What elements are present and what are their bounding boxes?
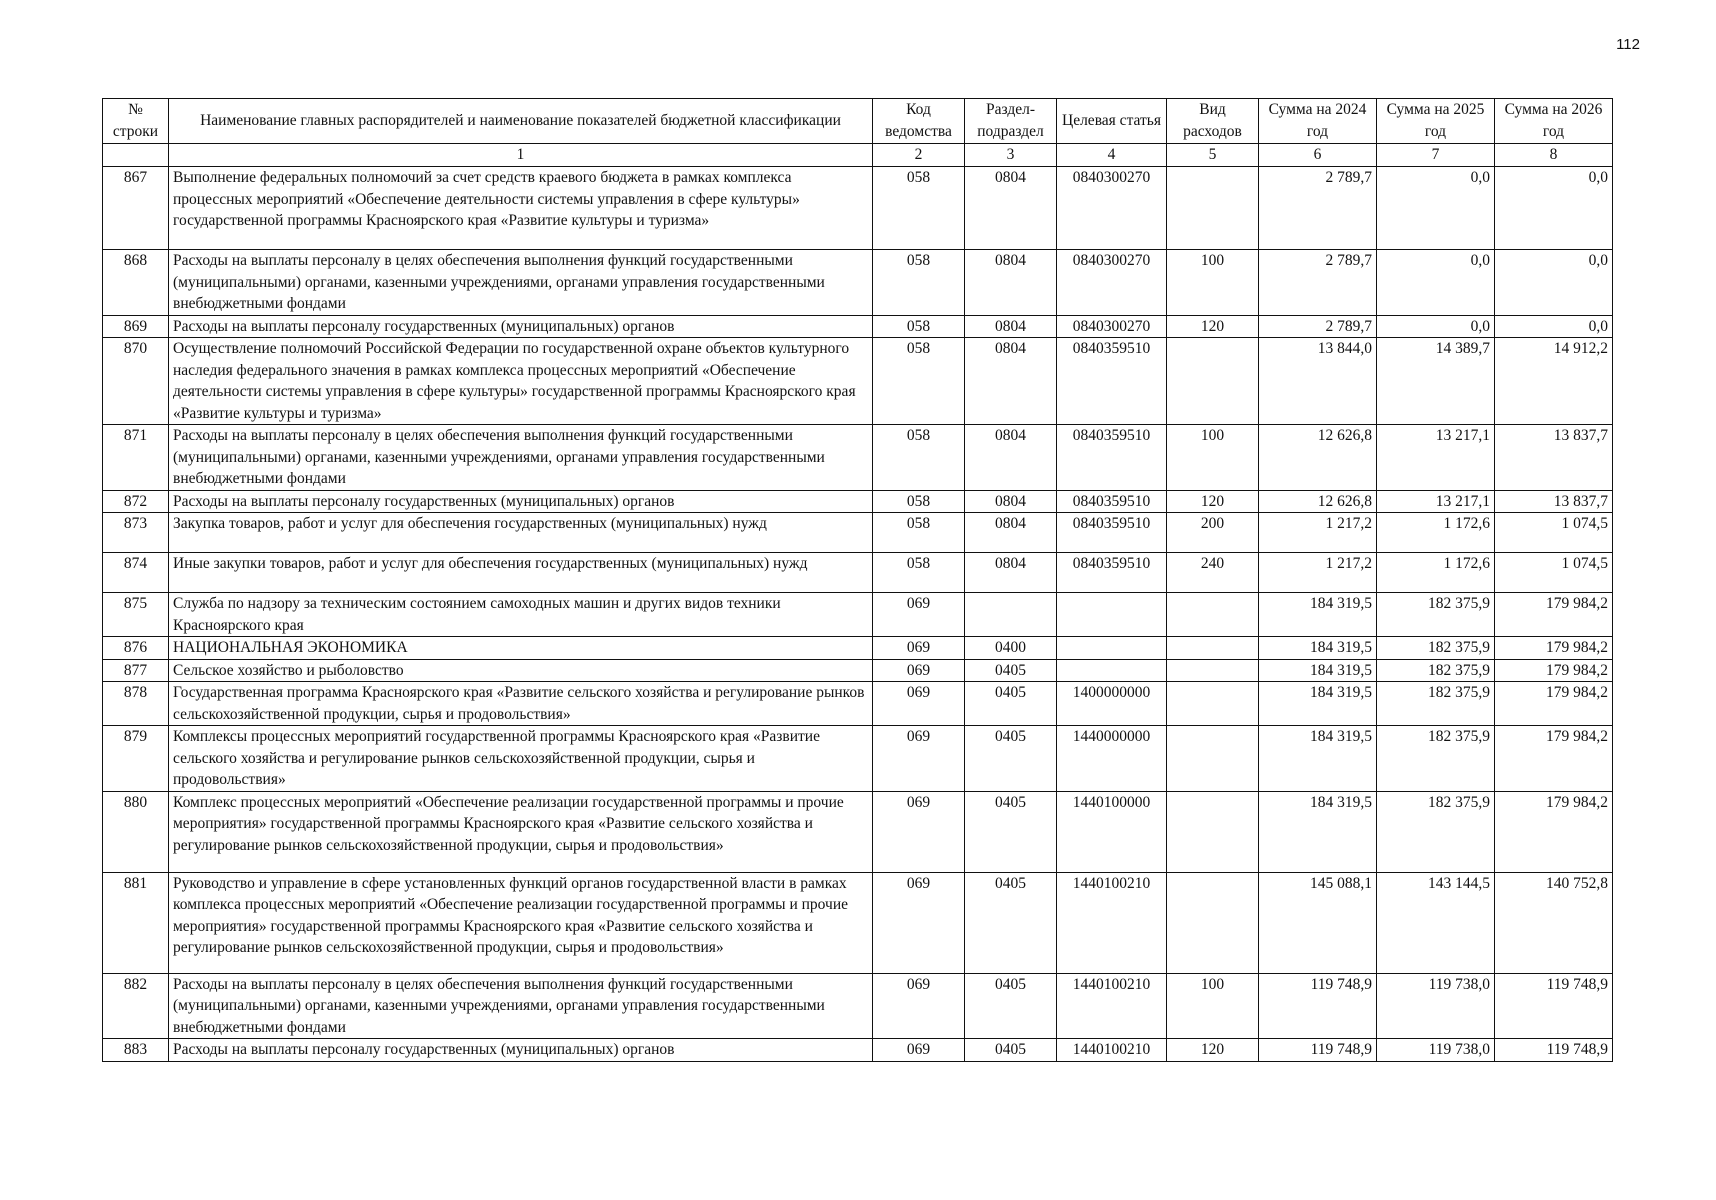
sum-2025-cell: 182 375,9 [1377,659,1495,682]
expense-type-cell [1167,872,1259,973]
table-row [103,338,1613,425]
row-number-cell: 867 [103,167,169,250]
table-row [103,659,1613,682]
name-cell: Расходы на выплаты персоналу государственных (муниципальных) органов [169,490,873,513]
target-article-cell [1057,659,1167,682]
row-number-cell: 869 [103,315,169,338]
name-cell: Государственная программа Красноярского края «Развитие сельского хозяйства и регулирование рынков сельскохозяйственной продукции, сырья и продовольствия» [169,682,873,726]
name-cell: Сельское хозяйство и рыболовство [169,659,873,682]
sum-2024-cell: 2 789,7 [1259,315,1377,338]
expense-type-cell: 100 [1167,425,1259,491]
name-cell: Комплекс процессных мероприятий «Обеспечение реализации государственной программы и прочие мероприятия» государственной программы Красноярского края «Развитие сельского хозяйства и регулирование рынков сельскохозяйственной продукции, сырья и продовольствия» [169,791,873,872]
column-index: 7 [1377,144,1495,167]
table-row [103,425,1613,491]
sum-2026-cell: 1 074,5 [1495,513,1613,553]
column-index: 6 [1259,144,1377,167]
department-code-cell: 058 [873,250,965,316]
row-number-cell: 872 [103,490,169,513]
section-cell: 0804 [965,315,1057,338]
column-index: 1 [169,144,873,167]
sum-2026-cell: 0,0 [1495,250,1613,316]
target-article-cell: 0840359510 [1057,425,1167,491]
sum-2025-cell: 182 375,9 [1377,682,1495,726]
name-cell: НАЦИОНАЛЬНАЯ ЭКОНОМИКА [169,637,873,660]
sum-2026-cell: 1 074,5 [1495,553,1613,593]
sum-2026-cell: 179 984,2 [1495,659,1613,682]
table-row [103,973,1613,1039]
department-code-cell: 069 [873,659,965,682]
sum-2026-cell: 179 984,2 [1495,791,1613,872]
section-cell: 0405 [965,973,1057,1039]
sum-2025-cell: 119 738,0 [1377,1039,1495,1062]
sum-2025-cell: 13 217,1 [1377,425,1495,491]
sum-2026-cell: 13 837,7 [1495,490,1613,513]
sum-2024-cell: 184 319,5 [1259,791,1377,872]
sum-2025-cell: 0,0 [1377,250,1495,316]
department-code-cell: 058 [873,315,965,338]
sum-2024-cell: 12 626,8 [1259,490,1377,513]
target-article-cell: 0840359510 [1057,513,1167,553]
table-row [103,513,1613,553]
expense-type-cell: 120 [1167,1039,1259,1062]
row-number-cell: 881 [103,872,169,973]
sum-2025-cell: 1 172,6 [1377,553,1495,593]
department-code-cell: 069 [873,593,965,637]
target-article-cell: 1440100210 [1057,973,1167,1039]
department-code-cell: 069 [873,682,965,726]
table-body [103,167,1613,1062]
header-sum-2025: Сумма на 2025 год [1377,99,1495,144]
name-cell: Осуществление полномочий Российской Федерации по государственной охране объектов культурного наследия федерального значения в рамках комплекса процессных мероприятий «Обеспечение деятельности системы управления в сфере культуры» государственной программы Красноярского края «Развитие культуры и туризма» [169,338,873,425]
sum-2025-cell: 13 217,1 [1377,490,1495,513]
name-cell: Расходы на выплаты персоналу в целях обеспечения выполнения функций государственными (муниципальными) органами, казенными учреждениями, органами управления государственными внебюджетными фондами [169,973,873,1039]
column-index [103,144,169,167]
sum-2026-cell: 119 748,9 [1495,1039,1613,1062]
sum-2026-cell: 0,0 [1495,167,1613,250]
section-cell [965,593,1057,637]
name-cell: Руководство и управление в сфере установленных функций органов государственной власти в рамках комплекса процессных мероприятий «Обеспечение реализации государственной программы и прочие мероприятия» государственной программы Красноярского края «Развитие сельского хозяйства и регулирование рынков сельскохозяйственной продукции, сырья и продовольствия» [169,872,873,973]
target-article-cell: 0840359510 [1057,553,1167,593]
expense-type-cell: 120 [1167,490,1259,513]
sum-2026-cell: 0,0 [1495,315,1613,338]
header-row-number: № строки [103,99,169,144]
row-number-cell: 871 [103,425,169,491]
target-article-cell: 0840300270 [1057,167,1167,250]
header-section: Раздел-подраздел [965,99,1057,144]
sum-2024-cell: 145 088,1 [1259,872,1377,973]
expense-type-cell [1167,167,1259,250]
table-row [103,490,1613,513]
sum-2025-cell: 182 375,9 [1377,791,1495,872]
sum-2025-cell: 0,0 [1377,167,1495,250]
sum-2026-cell: 179 984,2 [1495,637,1613,660]
department-code-cell: 069 [873,726,965,792]
row-number-cell: 878 [103,682,169,726]
row-number-cell: 879 [103,726,169,792]
target-article-cell: 0840300270 [1057,250,1167,316]
department-code-cell: 069 [873,791,965,872]
department-code-cell: 058 [873,513,965,553]
table-row [103,1039,1613,1062]
sum-2025-cell: 182 375,9 [1377,726,1495,792]
table-row [103,250,1613,316]
department-code-cell: 058 [873,338,965,425]
header-expense-type: Вид расходов [1167,99,1259,144]
department-code-cell: 058 [873,553,965,593]
table-row [103,682,1613,726]
sum-2026-cell: 179 984,2 [1495,726,1613,792]
department-code-cell: 058 [873,167,965,250]
target-article-cell: 0840300270 [1057,315,1167,338]
name-cell: Комплексы процессных мероприятий государственной программы Красноярского края «Развитие сельского хозяйства и регулирование рынков сельскохозяйственной продукции, сырья и продовольствия» [169,726,873,792]
sum-2024-cell: 119 748,9 [1259,1039,1377,1062]
table-header [103,99,1613,167]
name-cell: Расходы на выплаты персоналу государственных (муниципальных) органов [169,1039,873,1062]
department-code-cell: 069 [873,1039,965,1062]
section-cell: 0400 [965,637,1057,660]
row-number-cell: 877 [103,659,169,682]
expense-type-cell [1167,637,1259,660]
department-code-cell: 069 [873,637,965,660]
target-article-cell [1057,637,1167,660]
row-number-cell: 875 [103,593,169,637]
sum-2024-cell: 13 844,0 [1259,338,1377,425]
sum-2024-cell: 184 319,5 [1259,637,1377,660]
sum-2025-cell: 14 389,7 [1377,338,1495,425]
column-index: 5 [1167,144,1259,167]
expense-type-cell [1167,593,1259,637]
sum-2024-cell: 2 789,7 [1259,167,1377,250]
department-code-cell: 058 [873,425,965,491]
expense-type-cell [1167,659,1259,682]
table-row [103,726,1613,792]
sum-2026-cell: 14 912,2 [1495,338,1613,425]
table-row [103,553,1613,593]
header-target-article: Целевая статья [1057,99,1167,144]
header-sum-2026: Сумма на 2026 год [1495,99,1613,144]
expense-type-cell: 100 [1167,973,1259,1039]
department-code-cell: 069 [873,872,965,973]
sum-2025-cell: 182 375,9 [1377,637,1495,660]
header-department-code: Код ведомства [873,99,965,144]
row-number-cell: 882 [103,973,169,1039]
expense-type-cell: 120 [1167,315,1259,338]
sum-2025-cell: 1 172,6 [1377,513,1495,553]
table-row [103,167,1613,250]
expense-type-cell [1167,726,1259,792]
table-row [103,791,1613,872]
header-name: Наименование главных распорядителей и наименование показателей бюджетной классификации [169,99,873,144]
name-cell: Закупка товаров, работ и услуг для обеспечения государственных (муниципальных) нужд [169,513,873,553]
sum-2026-cell: 140 752,8 [1495,872,1613,973]
column-index: 2 [873,144,965,167]
row-number-cell: 883 [103,1039,169,1062]
target-article-cell: 1440000000 [1057,726,1167,792]
name-cell: Расходы на выплаты персоналу в целях обеспечения выполнения функций государственными (муниципальными) органами, казенными учреждениями, органами управления государственными внебюджетными фондами [169,425,873,491]
column-index: 8 [1495,144,1613,167]
section-cell: 0405 [965,659,1057,682]
header-row [103,99,1613,144]
sum-2024-cell: 1 217,2 [1259,553,1377,593]
sum-2024-cell: 184 319,5 [1259,682,1377,726]
section-cell: 0804 [965,490,1057,513]
row-number-cell: 874 [103,553,169,593]
expense-type-cell: 240 [1167,553,1259,593]
sum-2024-cell: 2 789,7 [1259,250,1377,316]
page-number: 112 [1616,36,1640,53]
sum-2024-cell: 184 319,5 [1259,726,1377,792]
table-row [103,315,1613,338]
sum-2024-cell: 119 748,9 [1259,973,1377,1039]
sum-2024-cell: 184 319,5 [1259,659,1377,682]
section-cell: 0405 [965,872,1057,973]
name-cell: Расходы на выплаты персоналу государственных (муниципальных) органов [169,315,873,338]
section-cell: 0405 [965,1039,1057,1062]
section-cell: 0804 [965,425,1057,491]
sum-2025-cell: 182 375,9 [1377,593,1495,637]
sum-2024-cell: 1 217,2 [1259,513,1377,553]
target-article-cell: 0840359510 [1057,338,1167,425]
target-article-cell: 0840359510 [1057,490,1167,513]
name-cell: Расходы на выплаты персоналу в целях обеспечения выполнения функций государственными (муниципальными) органами, казенными учреждениями, органами управления государственными внебюджетными фондами [169,250,873,316]
department-code-cell: 069 [873,973,965,1039]
name-cell: Служба по надзору за техническим состоянием самоходных машин и других видов техники Красноярского края [169,593,873,637]
row-number-cell: 873 [103,513,169,553]
row-number-cell: 870 [103,338,169,425]
sum-2024-cell: 12 626,8 [1259,425,1377,491]
sum-2025-cell: 119 738,0 [1377,973,1495,1039]
target-article-cell [1057,593,1167,637]
section-cell: 0804 [965,167,1057,250]
table-row [103,593,1613,637]
section-cell: 0804 [965,553,1057,593]
sum-2025-cell: 0,0 [1377,315,1495,338]
target-article-cell: 1400000000 [1057,682,1167,726]
expense-type-cell [1167,791,1259,872]
sum-2026-cell: 13 837,7 [1495,425,1613,491]
sum-2026-cell: 119 748,9 [1495,973,1613,1039]
section-cell: 0405 [965,682,1057,726]
row-number-cell: 880 [103,791,169,872]
table-row [103,637,1613,660]
header-sum-2024: Сумма на 2024 год [1259,99,1377,144]
expense-type-cell [1167,338,1259,425]
expense-type-cell [1167,682,1259,726]
column-index: 3 [965,144,1057,167]
row-number-cell: 876 [103,637,169,660]
sum-2025-cell: 143 144,5 [1377,872,1495,973]
department-code-cell: 058 [873,490,965,513]
section-cell: 0405 [965,791,1057,872]
target-article-cell: 1440100210 [1057,1039,1167,1062]
expense-type-cell: 100 [1167,250,1259,316]
section-cell: 0804 [965,250,1057,316]
table-row [103,872,1613,973]
row-number-cell: 868 [103,250,169,316]
target-article-cell: 1440100210 [1057,872,1167,973]
name-cell: Иные закупки товаров, работ и услуг для обеспечения государственных (муниципальных) нужд [169,553,873,593]
expense-type-cell: 200 [1167,513,1259,553]
section-cell: 0804 [965,338,1057,425]
sum-2026-cell: 179 984,2 [1495,682,1613,726]
section-cell: 0405 [965,726,1057,792]
budget-table [102,98,1613,1062]
name-cell: Выполнение федеральных полномочий за счет средств краевого бюджета в рамках комплекса процессных мероприятий «Обеспечение деятельности системы управления в сфере культуры» государственной программы Красноярского края «Развитие культуры и туризма» [169,167,873,250]
column-index-row [103,144,1613,167]
column-index: 4 [1057,144,1167,167]
sum-2026-cell: 179 984,2 [1495,593,1613,637]
section-cell: 0804 [965,513,1057,553]
sum-2024-cell: 184 319,5 [1259,593,1377,637]
target-article-cell: 1440100000 [1057,791,1167,872]
